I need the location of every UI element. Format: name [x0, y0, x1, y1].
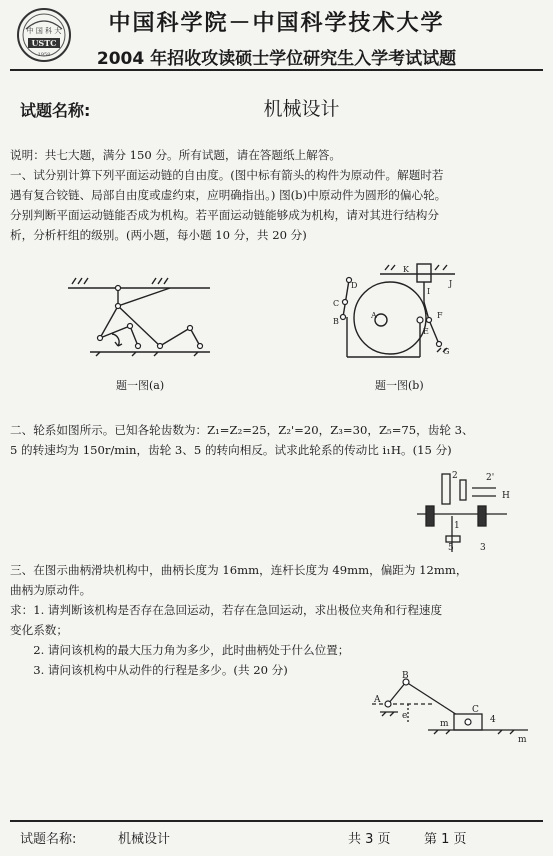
- q3-line: 变化系数；: [10, 623, 68, 637]
- q2-line: 二、轮系如图所示。已知各轮齿数为：Z₁=Z₂=25，Z₂'=20，Z₃=30，Z₅=75，齿轮 3、: [10, 423, 474, 437]
- question-3-block: [10, 560, 543, 680]
- svg-text:1958: 1958: [37, 52, 51, 58]
- q3-line: 求：1. 请判断该机构是否存在急回运动，若存在急回运动，求出极位夹角和行程速度: [10, 603, 443, 617]
- figure-1a-linkage: [60, 268, 220, 368]
- header-rule: [10, 69, 543, 71]
- figure-1b-caption: 题一图(b): [375, 379, 424, 392]
- svg-text:2: 2: [452, 471, 458, 481]
- exam-subtitle: 2004 年招收攻读硕士学位研究生入学考试试题: [96, 49, 457, 69]
- svg-text:2': 2': [486, 473, 495, 483]
- svg-text:5: 5: [448, 543, 454, 553]
- svg-text:B: B: [333, 317, 339, 326]
- q1-line: 遇有复合铰链、局部自由度或虚约束，应明确指出。) 图(b)中原动件为圆形的偏心轮。: [10, 188, 447, 202]
- svg-text:USTC: USTC: [31, 38, 57, 48]
- university-title: 中国科学院－中国科学技术大学: [108, 11, 445, 36]
- footer-subject-label: 试题名称:: [20, 832, 77, 847]
- q3-line: 2. 请问该机构的最大压力角为多少，此时曲柄处于什么位置；: [10, 643, 350, 657]
- question-1-block: [10, 145, 543, 245]
- svg-text:3: 3: [480, 543, 486, 553]
- q1-line: 析，分析杆组的级别。(两小题，每小题 10 分，共 20 分): [10, 228, 307, 242]
- svg-text:E: E: [423, 327, 429, 336]
- subject-name: 机械设计: [263, 98, 340, 120]
- q3-line: 三、在图示曲柄滑块机构中，曲柄长度为 16mm，连杆长度为 49mm，偏距为 12mm，: [10, 563, 468, 577]
- svg-text:A: A: [374, 695, 381, 705]
- svg-text:e: e: [402, 711, 408, 721]
- figure-1b-cam-mechanism: [325, 262, 460, 372]
- svg-text:1: 1: [454, 521, 460, 531]
- svg-text:K: K: [403, 265, 409, 274]
- svg-text:m: m: [440, 719, 449, 729]
- svg-text:G: G: [443, 347, 450, 356]
- svg-text:I: I: [427, 287, 431, 296]
- subject-label: 试题名称:: [20, 101, 91, 120]
- footer-rule: [10, 820, 543, 822]
- footer-page-number: 第 1 页: [424, 832, 467, 847]
- svg-text:4: 4: [490, 715, 496, 725]
- instructions: 说明：共七大题，满分 150 分。所有试题，请在答题纸上解答。: [10, 148, 341, 162]
- svg-text:C: C: [333, 299, 340, 308]
- svg-text:C: C: [472, 705, 479, 715]
- svg-text:J: J: [449, 279, 453, 288]
- q1-line: 分别判断平面运动链能否成为机构。若平面运动链能够成为机构，请对其进行结构分: [10, 208, 439, 222]
- figure-3-slider-crank: [368, 670, 538, 748]
- svg-text:F: F: [437, 311, 443, 320]
- q2-line: 5 的转速均为 150r/min，齿轮 3、5 的转向相反。试求此轮系的传动比 i₁H。(15 分): [10, 443, 452, 457]
- q3-line: 曲柄为原动件。: [10, 583, 92, 597]
- footer-subject-name: 机械设计: [118, 832, 171, 847]
- figure-1a-caption: 题一图(a): [116, 379, 165, 392]
- svg-text:A: A: [371, 311, 377, 320]
- footer-page-total: 共 3 页: [348, 832, 391, 847]
- svg-text:H: H: [502, 491, 510, 501]
- svg-text:D: D: [351, 281, 358, 290]
- svg-text:中 国 科 大: 中 国 科 大: [26, 27, 62, 35]
- q1-line: 一、试分别计算下列平面运动链的自由度。(图中标有箭头的构件为原动件。解题时若: [10, 168, 444, 182]
- q3-line: 3. 请问该机构中从动件的行程是多少。(共 20 分): [10, 663, 288, 677]
- figure-2-gear-train: [412, 466, 512, 554]
- question-2-block: [10, 420, 543, 460]
- svg-text:B: B: [402, 671, 409, 681]
- svg-text:m: m: [518, 735, 527, 745]
